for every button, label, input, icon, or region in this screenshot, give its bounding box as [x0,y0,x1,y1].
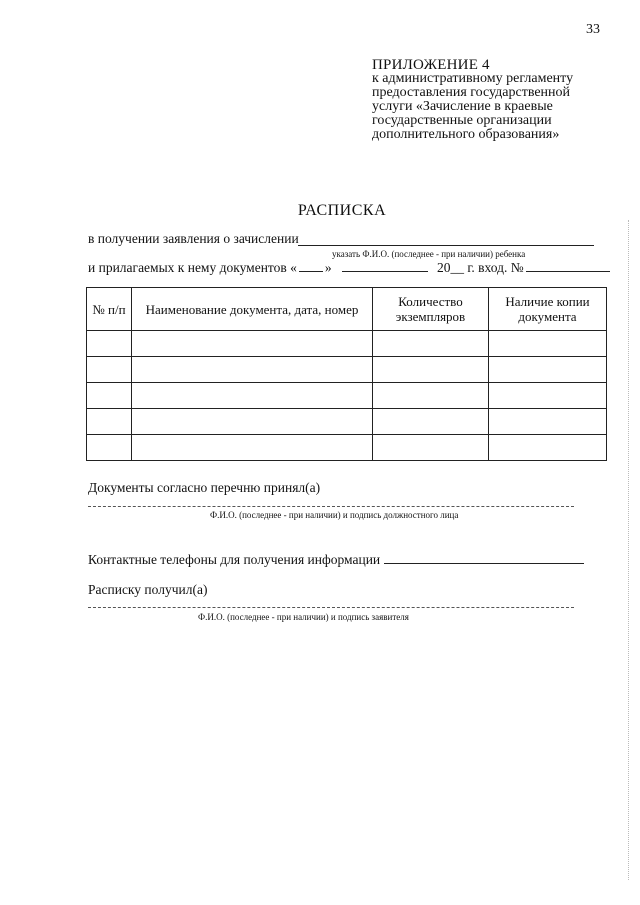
table-cell[interactable] [87,435,132,461]
receipt-line-2-quote: » [324,260,332,275]
child-name-field[interactable] [298,245,594,246]
table-cell[interactable] [132,357,373,383]
contacts-text: Контактные телефоны для получения информации [88,552,381,567]
document-title: РАСПИСКА [297,202,387,219]
year-incoming-label: 20__ г. вход. № [437,260,524,275]
table-cell[interactable] [132,409,373,435]
receipt-line-2 [88,260,612,276]
table-cell[interactable] [373,357,489,383]
appendix-title: ПРИЛОЖЕНИЕ 4 [372,57,490,73]
table-cell[interactable] [87,331,132,357]
child-name-caption: указать Ф.И.О. (последнее - при наличии) ребенка [332,249,526,259]
applicant-signature-caption: Ф.И.О. (последнее - при наличии) и подпись заявителя [198,612,409,622]
documents-table [86,287,607,461]
column-header-copies-count: Количество экземпляров [373,288,489,331]
month-field[interactable] [342,270,428,272]
table-cell[interactable] [87,409,132,435]
table-cell[interactable] [489,435,607,461]
appendix-block [372,58,608,142]
table-cell[interactable] [373,435,489,461]
appendix-line: к административному регламенту [372,71,574,86]
table-cell[interactable] [87,357,132,383]
appendix-line: государственные организации [372,113,552,128]
table-cell[interactable] [489,331,607,357]
appendix-line: услуги «Зачисление в краевые [372,99,553,114]
receipt-line-1 [88,231,299,247]
table-cell[interactable] [132,435,373,461]
table-row [87,383,607,409]
table-header-row [87,288,607,331]
table-cell[interactable] [373,409,489,435]
appendix-line: предоставления государственной [372,85,571,100]
receipt-line-2-prefix: и прилагаемых к нему документов « [88,260,297,275]
table-cell[interactable] [132,383,373,409]
table-cell[interactable] [373,331,489,357]
table-cell[interactable] [489,357,607,383]
column-header-document-name: Наименование документа, дата, номер [132,288,373,331]
applicant-signature-line[interactable] [88,607,574,608]
table-cell[interactable] [489,409,607,435]
column-header-copy-present: Наличие копии документа [489,288,607,331]
incoming-number-field[interactable] [526,270,610,272]
table-row [87,357,607,383]
day-field[interactable] [299,270,323,272]
table-row [87,409,607,435]
scan-edge-artifact [628,220,630,880]
contacts-phone-field[interactable] [384,562,584,564]
contacts-row [88,552,586,568]
table-row [87,435,607,461]
received-text: Расписку получил(а) [88,582,208,597]
receipt-line-1-text: в получении заявления о зачислении [88,231,299,246]
official-signature-caption: Ф.И.О. (последнее - при наличии) и подпись должностного лица [210,510,459,520]
page-number: 33 [586,22,600,37]
accepted-text: Документы согласно перечню принял(а) [88,480,321,495]
official-signature-line[interactable] [88,506,574,507]
table-row [87,331,607,357]
column-header-number: № п/п [87,288,132,331]
table-cell[interactable] [373,383,489,409]
table-cell[interactable] [132,331,373,357]
table-cell[interactable] [87,383,132,409]
table-cell[interactable] [489,383,607,409]
appendix-line: дополнительного образования» [372,127,560,142]
